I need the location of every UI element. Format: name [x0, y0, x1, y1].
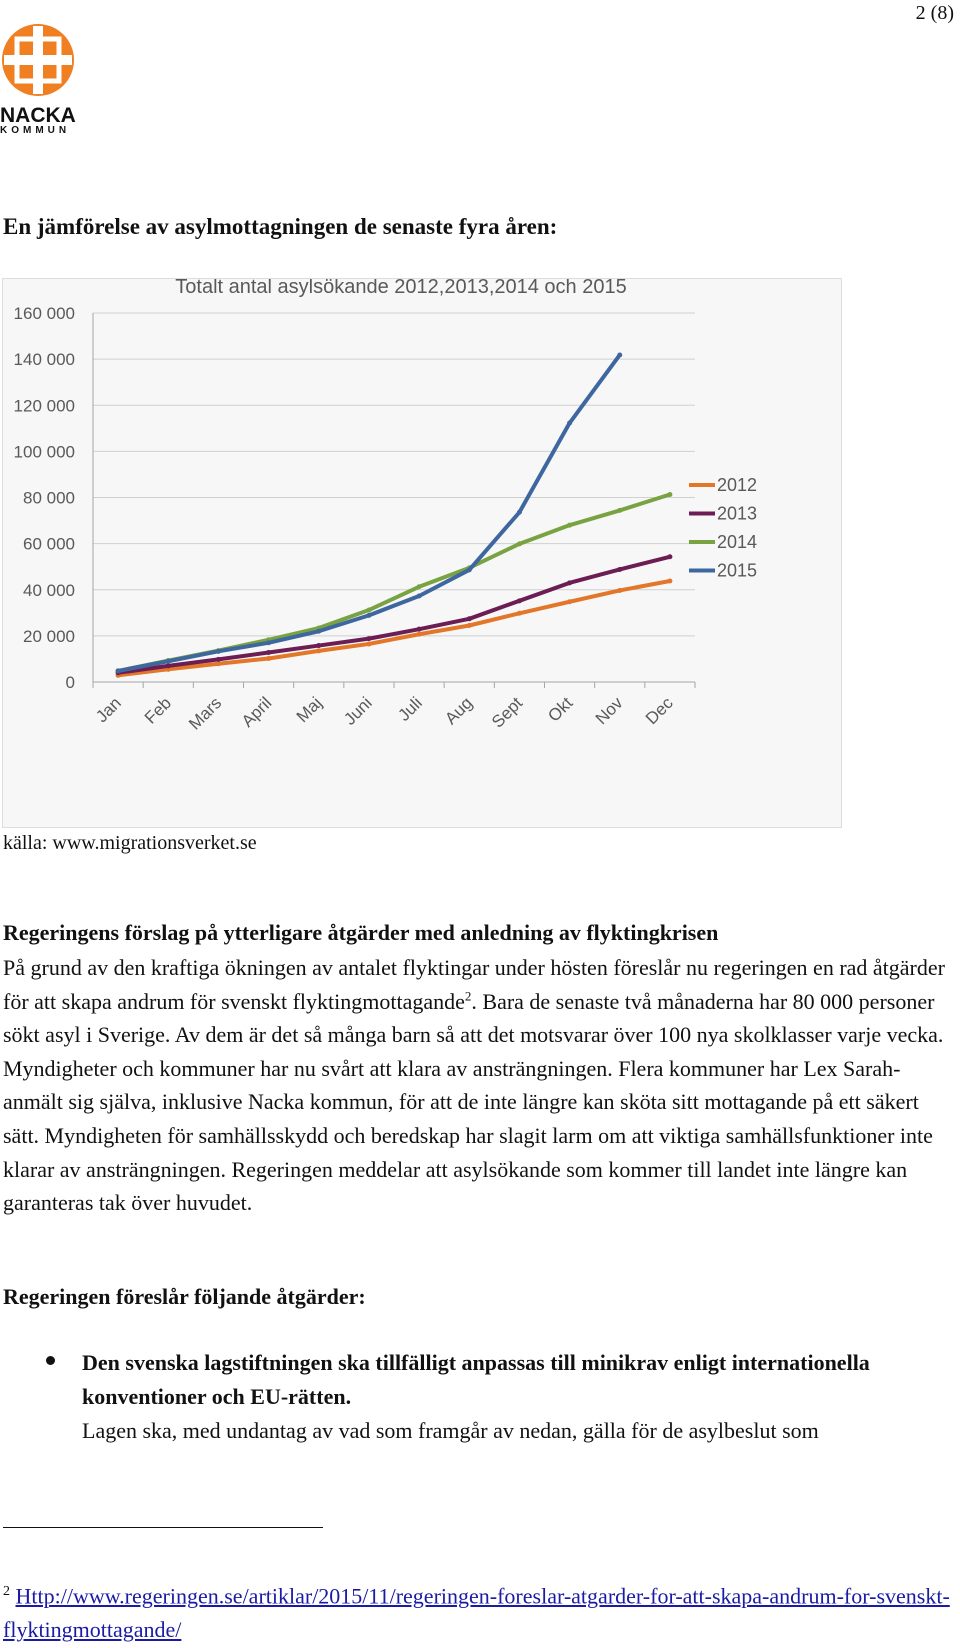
data-point-2012	[567, 599, 572, 604]
y-tick-label: 100 000	[13, 442, 75, 462]
logo-sub: KOMMUN	[0, 125, 71, 136]
legend-label-2015: 2015	[717, 560, 758, 581]
data-point-2013	[366, 636, 371, 641]
data-point-2014	[417, 584, 422, 589]
proposal-heading: Regeringens förslag på ytterligare åtgärder med anledning av flyktingkrisen	[3, 920, 719, 945]
series-line-2015	[118, 355, 620, 671]
footnote-divider	[3, 1527, 323, 1528]
data-point-2013	[467, 616, 472, 621]
x-tick-label: Juli	[394, 693, 426, 725]
nacka-emblem-icon	[0, 22, 76, 98]
data-point-2014	[567, 523, 572, 528]
data-point-2012	[517, 611, 522, 616]
data-point-2015	[216, 649, 221, 654]
footnote-ref[interactable]: 2	[464, 988, 472, 1004]
data-point-2013	[617, 567, 622, 572]
x-tick-label: Maj	[292, 693, 326, 727]
x-tick-label: Nov	[591, 693, 627, 729]
y-tick-label: 60 000	[23, 534, 75, 554]
asylum-chart	[2, 278, 842, 828]
y-tick-label: 120 000	[13, 396, 75, 416]
x-tick-label: Feb	[140, 693, 176, 728]
data-point-2015	[316, 629, 321, 634]
data-point-2014	[617, 508, 622, 513]
data-point-2012	[316, 648, 321, 653]
data-point-2012	[417, 632, 422, 637]
data-point-2015	[166, 659, 171, 664]
body-paragraph	[3, 951, 953, 1220]
data-point-2013	[517, 598, 522, 603]
y-tick-label: 20 000	[23, 626, 75, 646]
x-tick-label: Dec	[641, 693, 677, 729]
data-point-2015	[116, 668, 121, 673]
y-tick-label: 0	[65, 673, 75, 692]
measures-heading: Regeringen föreslår följande åtgärder:	[3, 1284, 366, 1309]
bullet-icon	[46, 1356, 55, 1365]
data-point-2012	[216, 661, 221, 666]
bullet-text: Lagen ska, med undantag av vad som framgår av nedan, gälla för de asylbeslut som	[82, 1418, 819, 1443]
data-point-2013	[166, 663, 171, 668]
data-point-2013	[316, 643, 321, 648]
chart-svg	[3, 279, 841, 827]
y-tick-label: 80 000	[23, 488, 75, 508]
data-point-2015	[617, 352, 622, 357]
paragraph-text-2: . Bara de senaste två månaderna har 80 000 personer sökt asyl i Sverige. Av dem är det så många barn så att det motsvarar över 100 nya skolklasser varje vecka. Myndigheter och kommuner har nu svårt att klara av ansträngningen. Flera kommuner har Lex Sarah-anmält sig själva, inklusive Nacka kommun, för att de inte längre kan sköta sitt mottagande på ett säkert sätt. Myndigheten för samhällsskydd och beredskap har slagit larm om att viktiga samhällsfunktioner inte klarar av ansträngningen. Regeringen meddelar att asylsökande som kommer till landet inte längre kan garanteras tak över huvudet.	[3, 988, 944, 1216]
x-tick-label: April	[237, 693, 276, 731]
data-point-2013	[266, 650, 271, 655]
data-point-2012	[617, 588, 622, 593]
y-tick-label: 160 000	[13, 304, 75, 323]
data-point-2015	[517, 510, 522, 515]
data-point-2012	[667, 578, 672, 583]
x-tick-label: Okt	[544, 693, 577, 726]
x-tick-label: Aug	[441, 693, 477, 729]
source-note: källa: www.migrationsverket.se	[3, 832, 257, 854]
legend-label-2013: 2013	[717, 503, 758, 524]
legend-label-2012: 2012	[717, 475, 758, 495]
paragraph-text-1: På grund av den kraftiga ökningen av antalet flyktingar under hösten föreslår nu regeringen en rad åtgärder för att skapa andrum för svenskt flyktingmottagande	[3, 955, 945, 1014]
bullet-title: Den svenska lagstiftningen ska tillfälligt anpassas till minikrav enligt internationella konventioner och EU-rätten.	[82, 1350, 870, 1409]
data-point-2015	[366, 613, 371, 618]
nacka-logo	[0, 22, 82, 136]
series-line-2014	[118, 495, 670, 671]
x-tick-label: Mars	[185, 693, 226, 734]
x-tick-label: Juni	[340, 693, 376, 729]
x-tick-label: Jan	[92, 693, 125, 727]
chart-title: Totalt antal asylsökande 2012,2013,2014 och 2015	[175, 279, 627, 298]
data-point-2015	[567, 421, 572, 426]
data-point-2014	[517, 541, 522, 546]
data-point-2013	[417, 627, 422, 632]
footnote	[3, 1575, 953, 1647]
data-point-2014	[366, 608, 371, 613]
data-point-2014	[667, 492, 672, 497]
data-point-2013	[667, 554, 672, 559]
data-point-2012	[366, 641, 371, 646]
page-number: 2 (8)	[915, 2, 954, 24]
y-tick-label: 140 000	[13, 350, 75, 370]
data-point-2013	[216, 657, 221, 662]
data-point-2015	[417, 593, 422, 598]
comparison-heading: En jämförelse av asylmottagningen de senaste fyra åren:	[3, 214, 558, 239]
footnote-marker: 2	[3, 1584, 10, 1599]
x-tick-label: Sept	[488, 693, 527, 732]
data-point-2012	[467, 623, 472, 628]
logo-name: NACKA	[0, 104, 76, 127]
data-point-2013	[567, 580, 572, 585]
data-point-2015	[467, 567, 472, 572]
data-point-2015	[266, 640, 271, 645]
y-tick-label: 40 000	[23, 580, 75, 600]
footnote-link[interactable]: Http://www.regeringen.se/artiklar/2015/11/regeringen-foreslar-atgarder-for-att-skapa-andrum-for-svenskt-flyktingmottagande/	[3, 1583, 950, 1643]
data-point-2012	[266, 656, 271, 661]
legend-label-2014: 2014	[717, 532, 758, 552]
